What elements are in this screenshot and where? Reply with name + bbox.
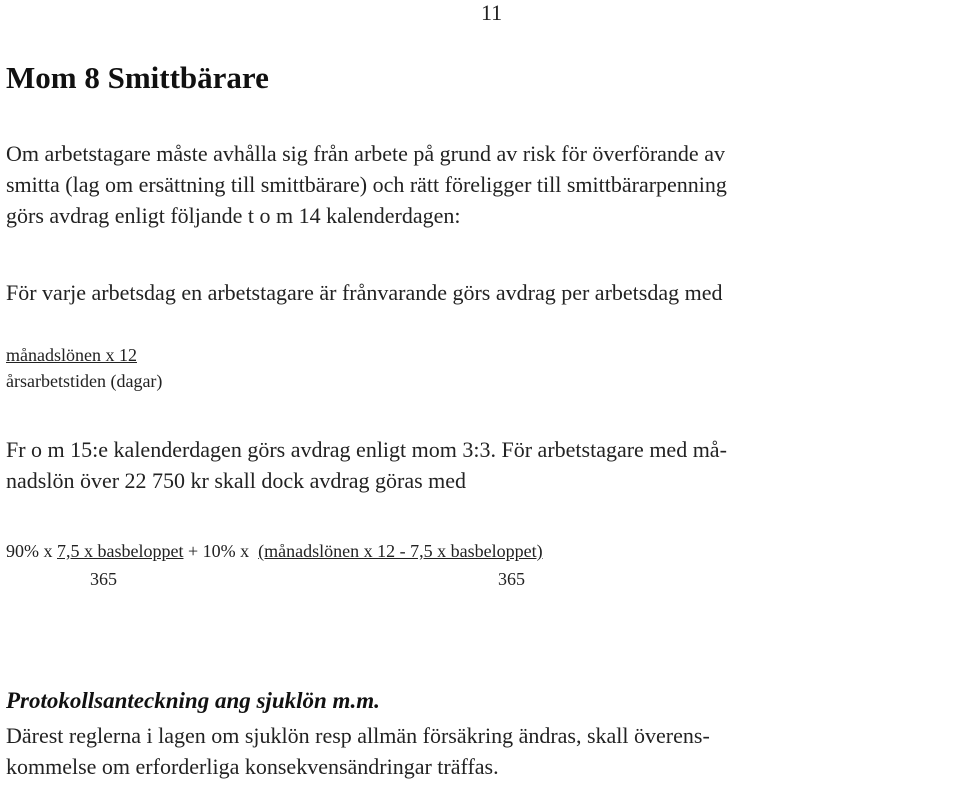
formula-middle: + 10% x (187, 541, 250, 561)
formula-prefix: 90% x (6, 541, 53, 561)
formula-numerator-2: (månadslönen x 12 - 7,5 x basbeloppet) (258, 541, 543, 561)
formula-line (6, 541, 543, 562)
fraction-numerator: månadslönen x 12 (6, 345, 137, 365)
protocol-paragraph (6, 720, 710, 782)
formula-numerator-1: 7,5 x basbeloppet (57, 541, 184, 561)
day15-line: nadslön över 22 750 kr skall dock avdrag göras med (6, 468, 467, 493)
rule-line: För varje arbetsdag en arbetstagare är frånvarande görs avdrag per arbetsdag med (6, 280, 723, 305)
protocol-line: kommelse om erforderliga konsekvensändringar träffas. (6, 754, 499, 779)
intro-line: smitta (lag om ersättning till smittbärare) och rätt föreligger till smittbärarpenning (6, 172, 727, 197)
formula-denominator-1: 365 (90, 569, 117, 589)
day15-paragraph (6, 434, 727, 496)
page-number: 11 (481, 0, 503, 25)
fraction-denominator: årsarbetstiden (dagar) (6, 371, 163, 391)
intro-paragraph (6, 138, 727, 231)
intro-line: Om arbetstagare måste avhålla sig från arbete på grund av risk för överförande av (6, 141, 725, 166)
protocol-line: Därest reglerna i lagen om sjuklön resp allmän försäkring ändras, skall överens- (6, 723, 710, 748)
formula-denominator-2: 365 (498, 569, 525, 589)
section-heading: Mom 8 Smittbärare (6, 60, 269, 95)
intro-line: görs avdrag enligt följande t o m 14 kalenderdagen: (6, 203, 461, 228)
day15-line: Fr o m 15:e kalenderdagen görs avdrag enligt mom 3:3. För arbetstagare med må- (6, 437, 727, 462)
protocol-heading: Protokollsanteckning ang sjuklön m.m. (6, 688, 380, 713)
